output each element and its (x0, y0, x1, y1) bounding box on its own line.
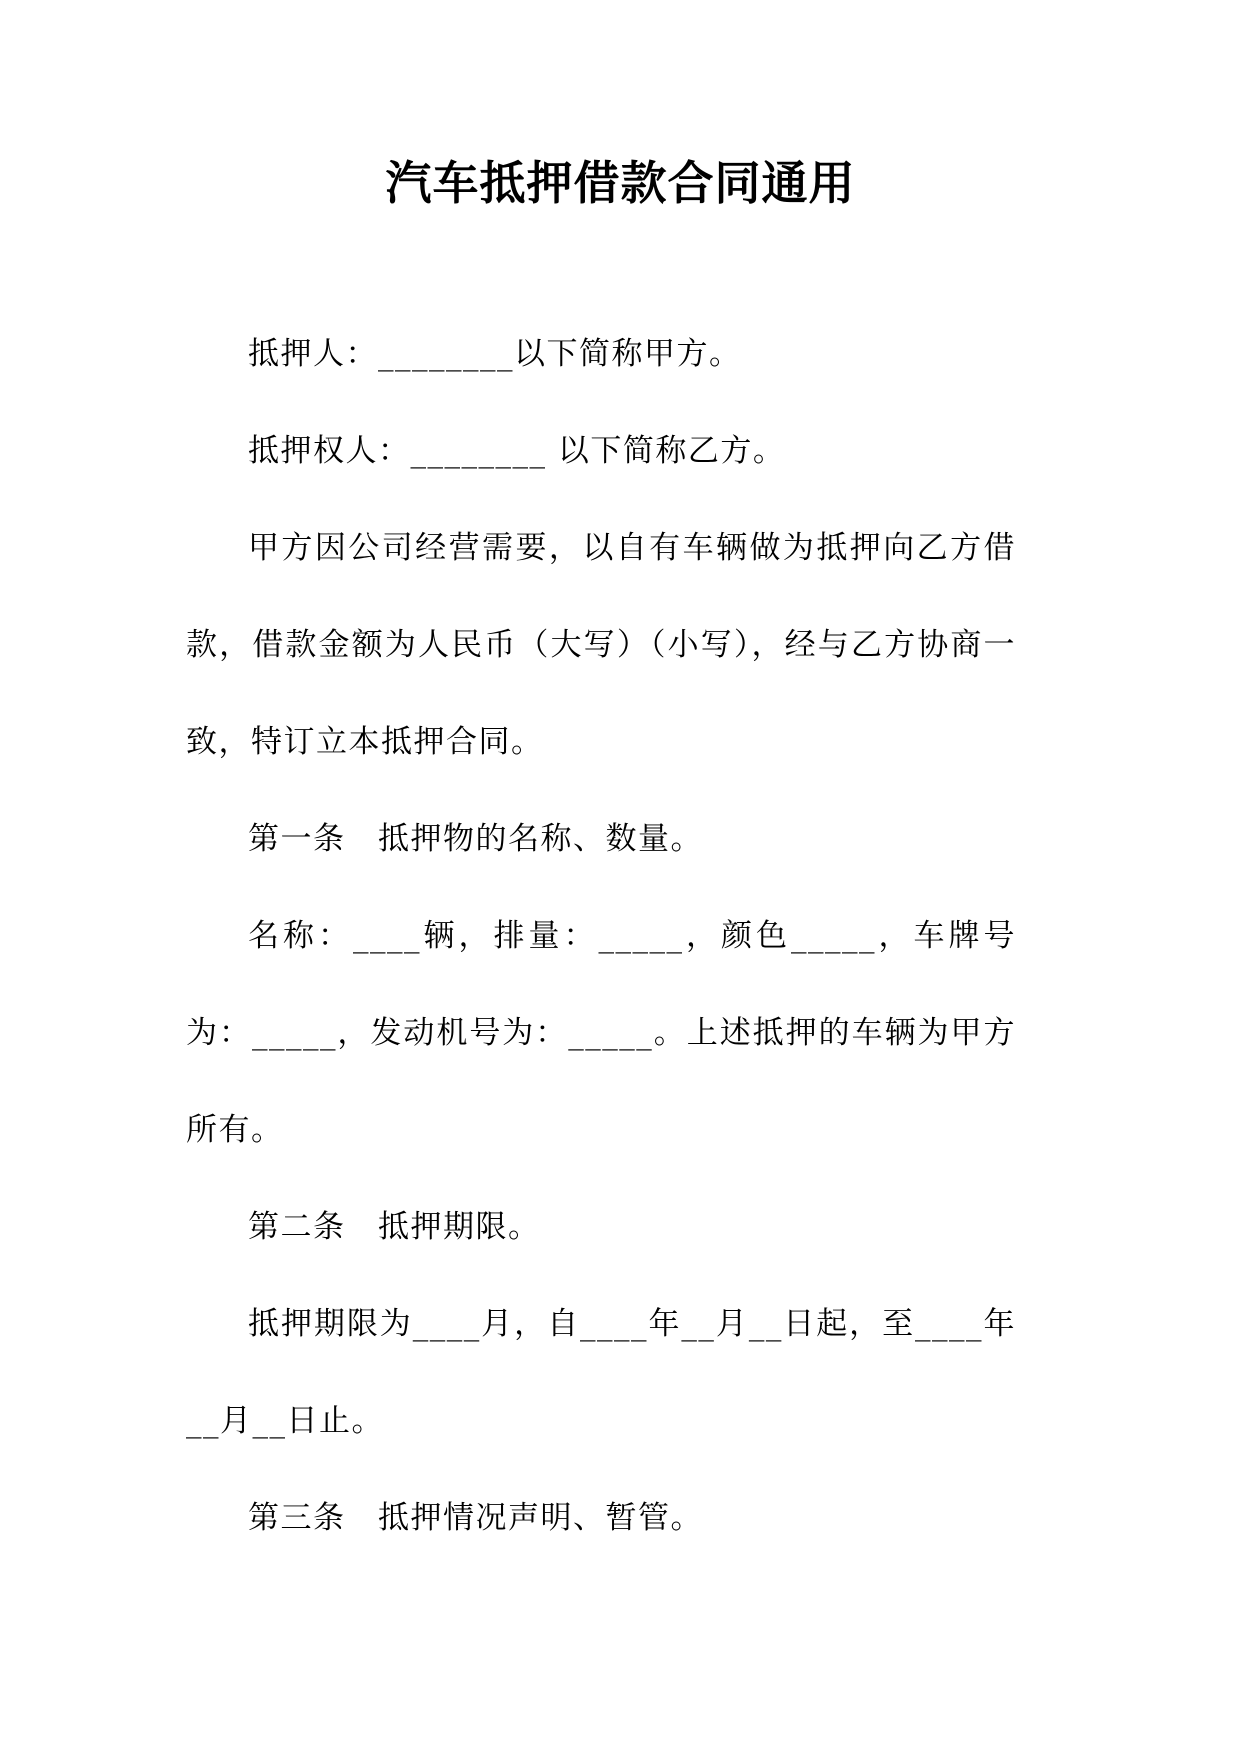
article-3-heading: 第三条 抵押情况声明、暂管。 (248, 1500, 703, 1536)
article-2-heading: 第二条 抵押期限。 (248, 1209, 541, 1245)
mortgagor-line: 抵押人：________以下简称甲方。 (248, 336, 742, 372)
document-body (186, 306, 1016, 1567)
preamble-paragraph: 甲方因公司经营需要，以自有车辆做为抵押向乙方借款，借款金额为人民币（大写）（小写），经与乙方协商一致，特订立本抵押合同。 (186, 530, 1016, 760)
article-1-body: 名称：____辆，排量：_____，颜色_____，车牌号为：_____，发动机号为：_____。上述抵押的车辆为甲方所有。 (186, 918, 1016, 1148)
document-title: 汽车抵押借款合同通用 (385, 156, 856, 210)
mortgagee-line: 抵押权人：________ 以下简称乙方。 (248, 433, 786, 469)
article-1-heading: 第一条 抵押物的名称、数量。 (248, 821, 703, 857)
article-2-body: 抵押期限为____月，自____年__月__日起，至____年__月__日止。 (186, 1306, 1016, 1439)
